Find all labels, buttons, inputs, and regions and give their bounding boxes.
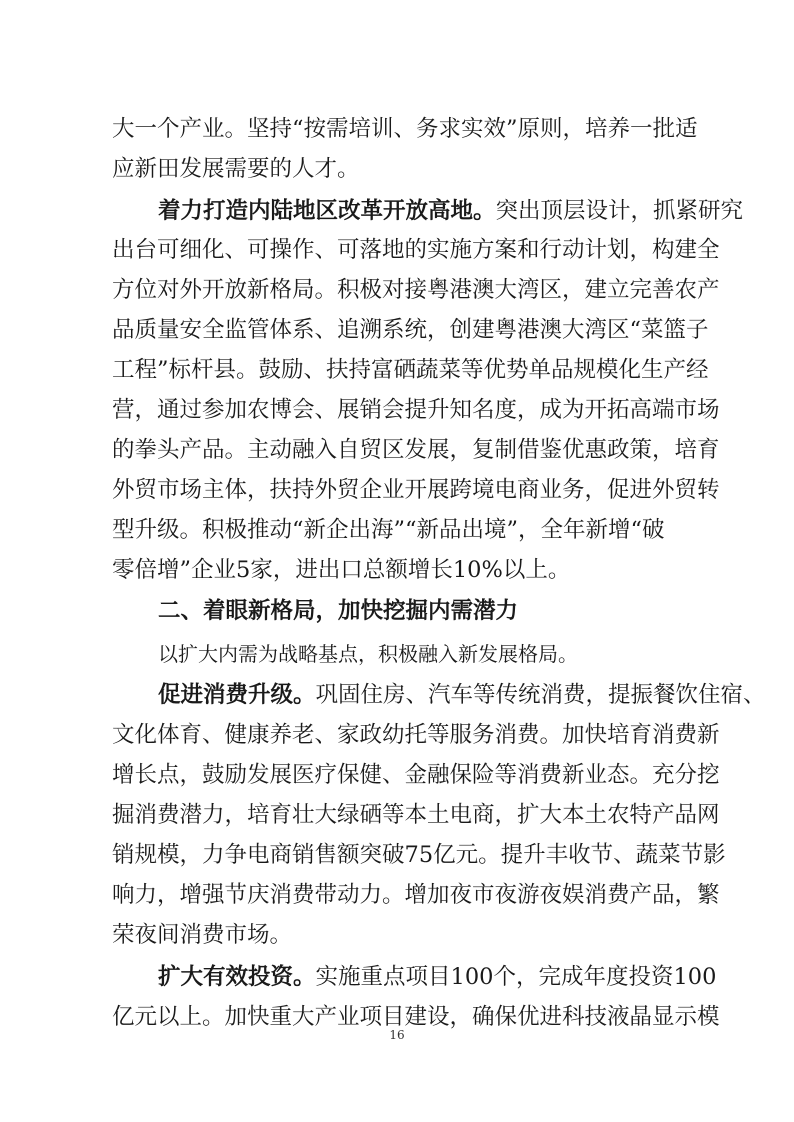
paragraph-line <box>158 197 744 225</box>
paragraph-text: 巩固住房、汽车等传统消费，提振餐饮住宿、 <box>315 682 766 708</box>
paragraph-text: 实施重点项目100个，完成年度投资100 <box>315 964 717 990</box>
paragraph-heading: 着力打造内陆地区改革开放高地。 <box>158 198 496 224</box>
paragraph-line: 工程”标杆县。鼓励、扶持富硒蔬菜等优势单品规模化生产经 <box>112 357 709 383</box>
paragraph-line: 外贸市场主体，扶持外贸企业开展跨境电商业务，促进外贸转 <box>112 477 720 503</box>
paragraph-line <box>158 681 766 709</box>
paragraph-line: 响力，增强节庆消费带动力。增加夜市夜游夜娱消费产品，繁 <box>112 882 720 908</box>
paragraph-line: 型升级。积极推动“新企出海”“新品出境”，全年新增“破 <box>112 517 665 543</box>
page-number: 16 <box>389 1028 405 1042</box>
section-heading: 二、着眼新格局，加快挖掘内需潜力 <box>158 598 519 624</box>
paragraph-line: 应新田发展需要的人才。 <box>112 156 360 182</box>
paragraph-text: 突出顶层设计，抓紧研究 <box>495 198 744 224</box>
paragraph-line: 亿元以上。加快重大产业项目建设，确保优进科技液晶显示模 <box>112 1004 720 1030</box>
paragraph-line: 零倍增”企业5家，进出口总额增长10%以上。 <box>112 557 571 583</box>
paragraph-line: 以扩大内需为战略基点，积极融入新发展格局。 <box>158 642 578 666</box>
paragraph-line: 出台可细化、可操作、可落地的实施方案和行动计划，构建全 <box>112 237 720 263</box>
paragraph-line: 掘消费潜力，培育壮大绿硒等本土电商，扩大本土农特产品网 <box>112 802 720 828</box>
paragraph-line: 增长点，鼓励发展医疗保健、金融保险等消费新业态。充分挖 <box>112 762 720 788</box>
paragraph-line: 文化体育、健康养老、家政幼托等服务消费。加快培育消费新 <box>112 722 720 748</box>
paragraph-line: 荣夜间消费市场。 <box>112 922 293 948</box>
paragraph-line <box>158 963 717 991</box>
paragraph-line: 销规模，力争电商销售额突破75亿元。提升丰收节、蔬菜节影 <box>112 842 726 868</box>
paragraph-heading: 促进消费升级。 <box>158 682 316 708</box>
paragraph-line: 大一个产业。坚持“按需培训、务求实效”原则，培养一批适 <box>112 116 698 142</box>
paragraph-line: 的拳头产品。主动融入自贸区发展，复制借鉴优惠政策，培育 <box>112 437 720 463</box>
paragraph-line: 品质量安全监管体系、追溯系统，创建粤港澳大湾区“菜篮子 <box>112 317 709 343</box>
paragraph-line: 营，通过参加农博会、展销会提升知名度，成为开拓高端市场 <box>112 397 720 423</box>
paragraph-heading: 扩大有效投资。 <box>158 964 316 990</box>
paragraph-line: 方位对外开放新格局。积极对接粤港澳大湾区，建立完善农产 <box>112 277 720 303</box>
